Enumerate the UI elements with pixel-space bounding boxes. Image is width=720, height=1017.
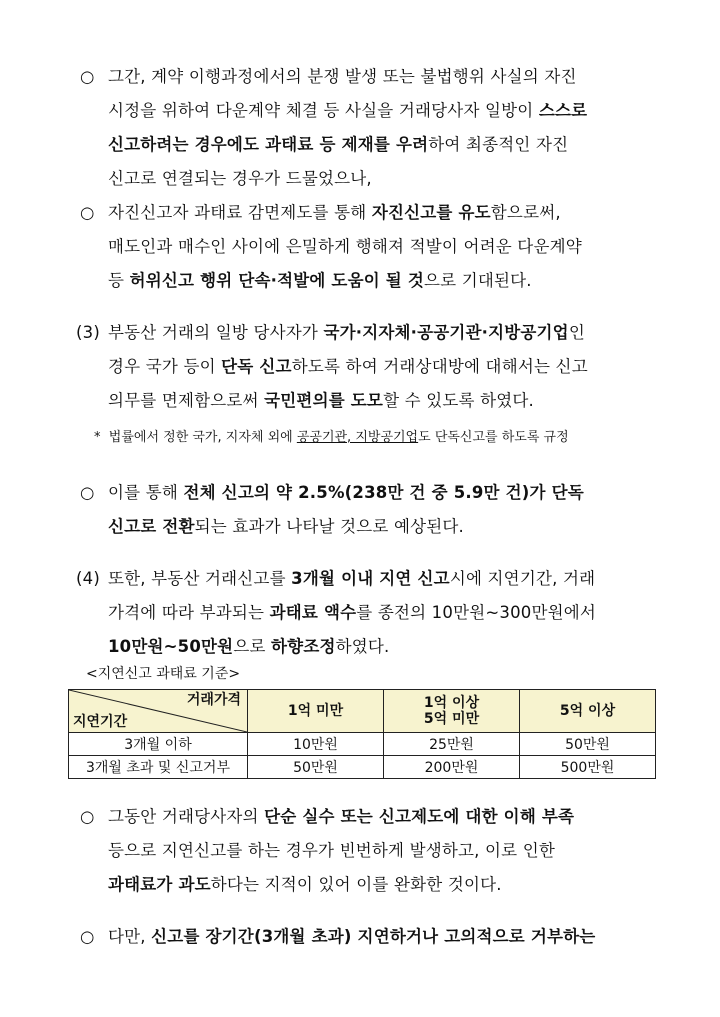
bullet-mark: ○ (80, 927, 95, 946)
text-line: 시정을 위하여 다운계약 체결 등 사실을 거래당사자 일방이 스스로 (108, 101, 588, 120)
footnote: * 법률에서 정한 국가, 지자체 외에 공공기관, 지방공기업도 단독신고를 하도록 규정 (94, 430, 569, 445)
column-header: 1억 이상 5억 미만 (384, 690, 520, 733)
table-row (69, 756, 656, 779)
bullet-mark: ○ (80, 67, 95, 86)
table-cell: 10만원 (248, 733, 384, 756)
table-cell: 50만원 (520, 733, 656, 756)
table-cell: 25만원 (384, 733, 520, 756)
paragraph-late-report-fine (0, 562, 720, 664)
text-line: 그동안 거래당사자의 단순 실수 또는 신고제도에 대한 이해 부족 (108, 807, 575, 826)
text-line: 등으로 지연신고를 하는 경우가 빈번하게 발생하고, 이로 인한 (108, 841, 556, 860)
paragraph-sole-report-ratio (0, 476, 720, 544)
paragraph-long-delay (0, 920, 720, 954)
paragraph-self-report-effect (0, 196, 720, 298)
table-header-row (69, 690, 656, 733)
bullet-mark: ○ (80, 483, 95, 502)
text-line: 또한, 부동산 거래신고를 3개월 이내 지연 신고시에 지연기간, 거래 (108, 569, 596, 588)
table-cell: 50만원 (248, 756, 384, 779)
corner-label-period: 지연기간 (73, 714, 128, 730)
paragraph-sole-reporting (0, 316, 720, 418)
table-corner-cell (69, 690, 248, 733)
paragraph-fine-reason (0, 800, 720, 902)
text-line: 신고로 전환되는 효과가 나타날 것으로 예상된다. (108, 517, 464, 536)
column-header: 1억 미만 (248, 690, 384, 733)
table-title: <지연신고 과태료 기준> (86, 666, 241, 682)
section-number: (3) (76, 323, 100, 342)
row-label: 3개월 초과 및 신고거부 (69, 756, 248, 779)
text-line: 10만원~50만원으로 하향조정하였다. (108, 637, 390, 656)
text-line: 이를 통해 전체 신고의 약 2.5%(238만 건 중 5.9만 건)가 단독 (108, 483, 584, 502)
bullet-mark: ○ (80, 203, 95, 222)
text-line: 등 허위신고 행위 단속·적발에 도움이 될 것으로 기대된다. (108, 271, 532, 290)
text-line: 매도인과 매수인 사이에 은밀하게 행해져 적발이 어려운 다운계약 (108, 237, 582, 256)
text-line: 다만, 신고를 장기간(3개월 초과) 지연하거나 고의적으로 거부하는 (108, 927, 596, 946)
table-cell: 500만원 (520, 756, 656, 779)
table-row (69, 733, 656, 756)
table-cell: 200만원 (384, 756, 520, 779)
text-line: 신고하려는 경우에도 과태료 등 제재를 우려하여 최종적인 자진 (108, 135, 569, 154)
text-line: 그간, 계약 이행과정에서의 분쟁 발생 또는 불법행위 사실의 자진 (108, 67, 577, 86)
bullet-mark: ○ (80, 807, 95, 826)
text-line: 신고로 연결되는 경우가 드물었으나, (108, 169, 372, 188)
paragraph-self-report-background (0, 60, 720, 196)
text-line: 자진신고자 과태료 감면제도를 통해 자진신고를 유도함으로써, (108, 203, 561, 222)
text-line: 경우 국가 등이 단독 신고하도록 하여 거래상대방에 대해서는 신고 (108, 357, 588, 376)
row-label: 3개월 이하 (69, 733, 248, 756)
late-report-fine-table (68, 689, 656, 779)
text-line: 가격에 따라 부과되는 과태료 액수를 종전의 10만원~300만원에서 (108, 603, 597, 622)
text-line: 과태료가 과도하다는 지적이 있어 이를 완화한 것이다. (108, 875, 502, 894)
corner-label-price: 거래가격 (186, 692, 241, 708)
column-header: 5억 이상 (520, 690, 656, 733)
text-line: 의무를 면제함으로써 국민편의를 도모할 수 있도록 하였다. (108, 391, 534, 410)
section-number: (4) (76, 569, 100, 588)
text-line: 부동산 거래의 일방 당사자가 국가·지자체·공공기관·지방공기업인 (108, 323, 585, 342)
